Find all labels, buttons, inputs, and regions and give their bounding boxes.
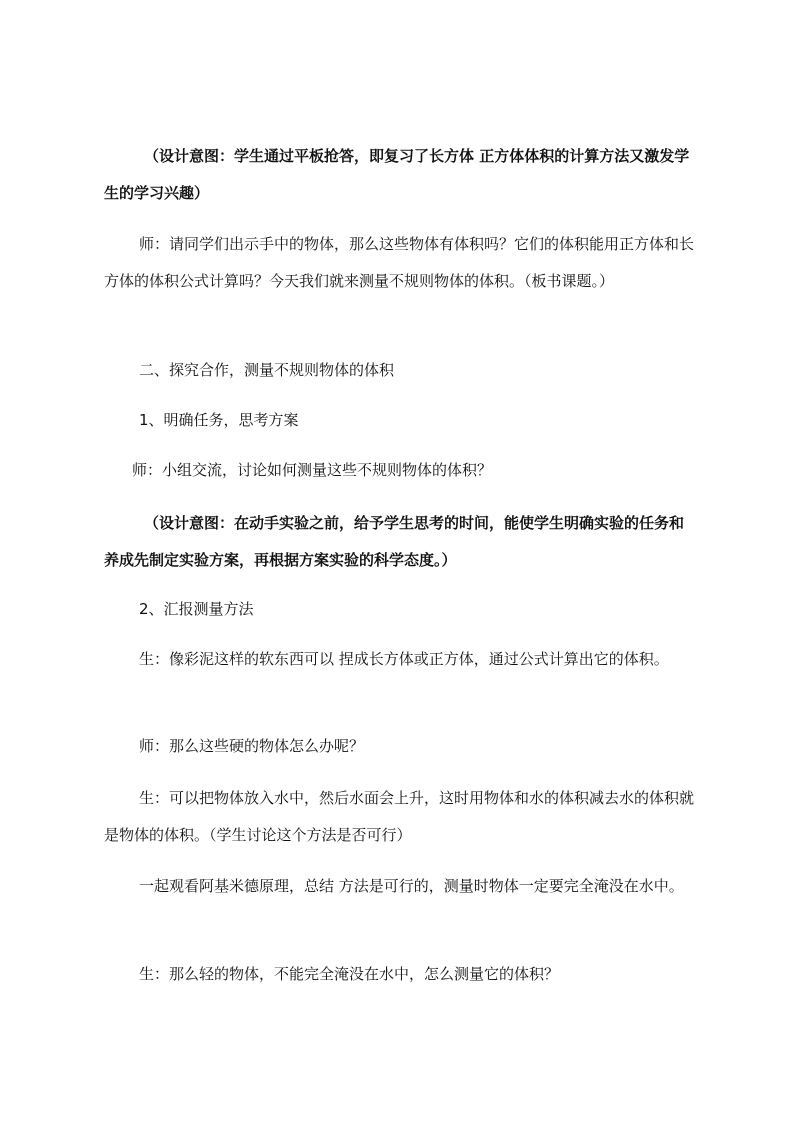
student-answer-paragraph-1: 生：像彩泥这样的软东西可以 捏成长方体或正方体，通过公式计算出它的体积。	[139, 650, 669, 668]
student-answer-paragraph-2: 生：可以把物体放入水中，然后水面会上升，这时用物体和水的体积减去水的体积就是物体的体积。（学生讨论这个方法是否可行）	[104, 789, 695, 844]
teacher-followup-paragraph: 师：那么这些硬的物体怎么办呢？	[139, 737, 365, 755]
design-intent-paragraph-1: （设计意图：学生通过平板抢答，即复习了长方体 正方体体积的计算方法又激发学生的学习兴趣）	[104, 147, 690, 202]
archimedes-summary-paragraph: 一起观看阿基米德原理，总结 方法是可行的，测量时物体一定要完全淹没在水中。	[139, 877, 684, 895]
section-heading: 二、探究合作，测量不规则物体的体积	[139, 361, 395, 379]
teacher-group-discussion-paragraph: 师：小组交流，讨论如何测量这些不规则物体的体积？	[132, 461, 493, 479]
step-heading-2: 2、汇报测量方法	[139, 600, 254, 618]
step-heading-1: 1、明确任务，思考方案	[139, 411, 299, 429]
design-intent-paragraph-2: （设计意图：在动手实验之前，给予学生思考的时间，能使学生明确实验的任务和养成先制定实验方案，再根据方案实验的科学态度。）	[104, 514, 685, 569]
teacher-question-paragraph: 师：请同学们出示手中的物体，那么这些物体有体积吗？它们的体积能用正方体和长方体的体积公式计算吗？今天我们就来测量不规则物体的体积。（板书课题。）	[104, 235, 695, 290]
student-question-paragraph: 生：那么轻的物体，不能完全淹没在水中，怎么测量它的体积？	[139, 965, 560, 983]
